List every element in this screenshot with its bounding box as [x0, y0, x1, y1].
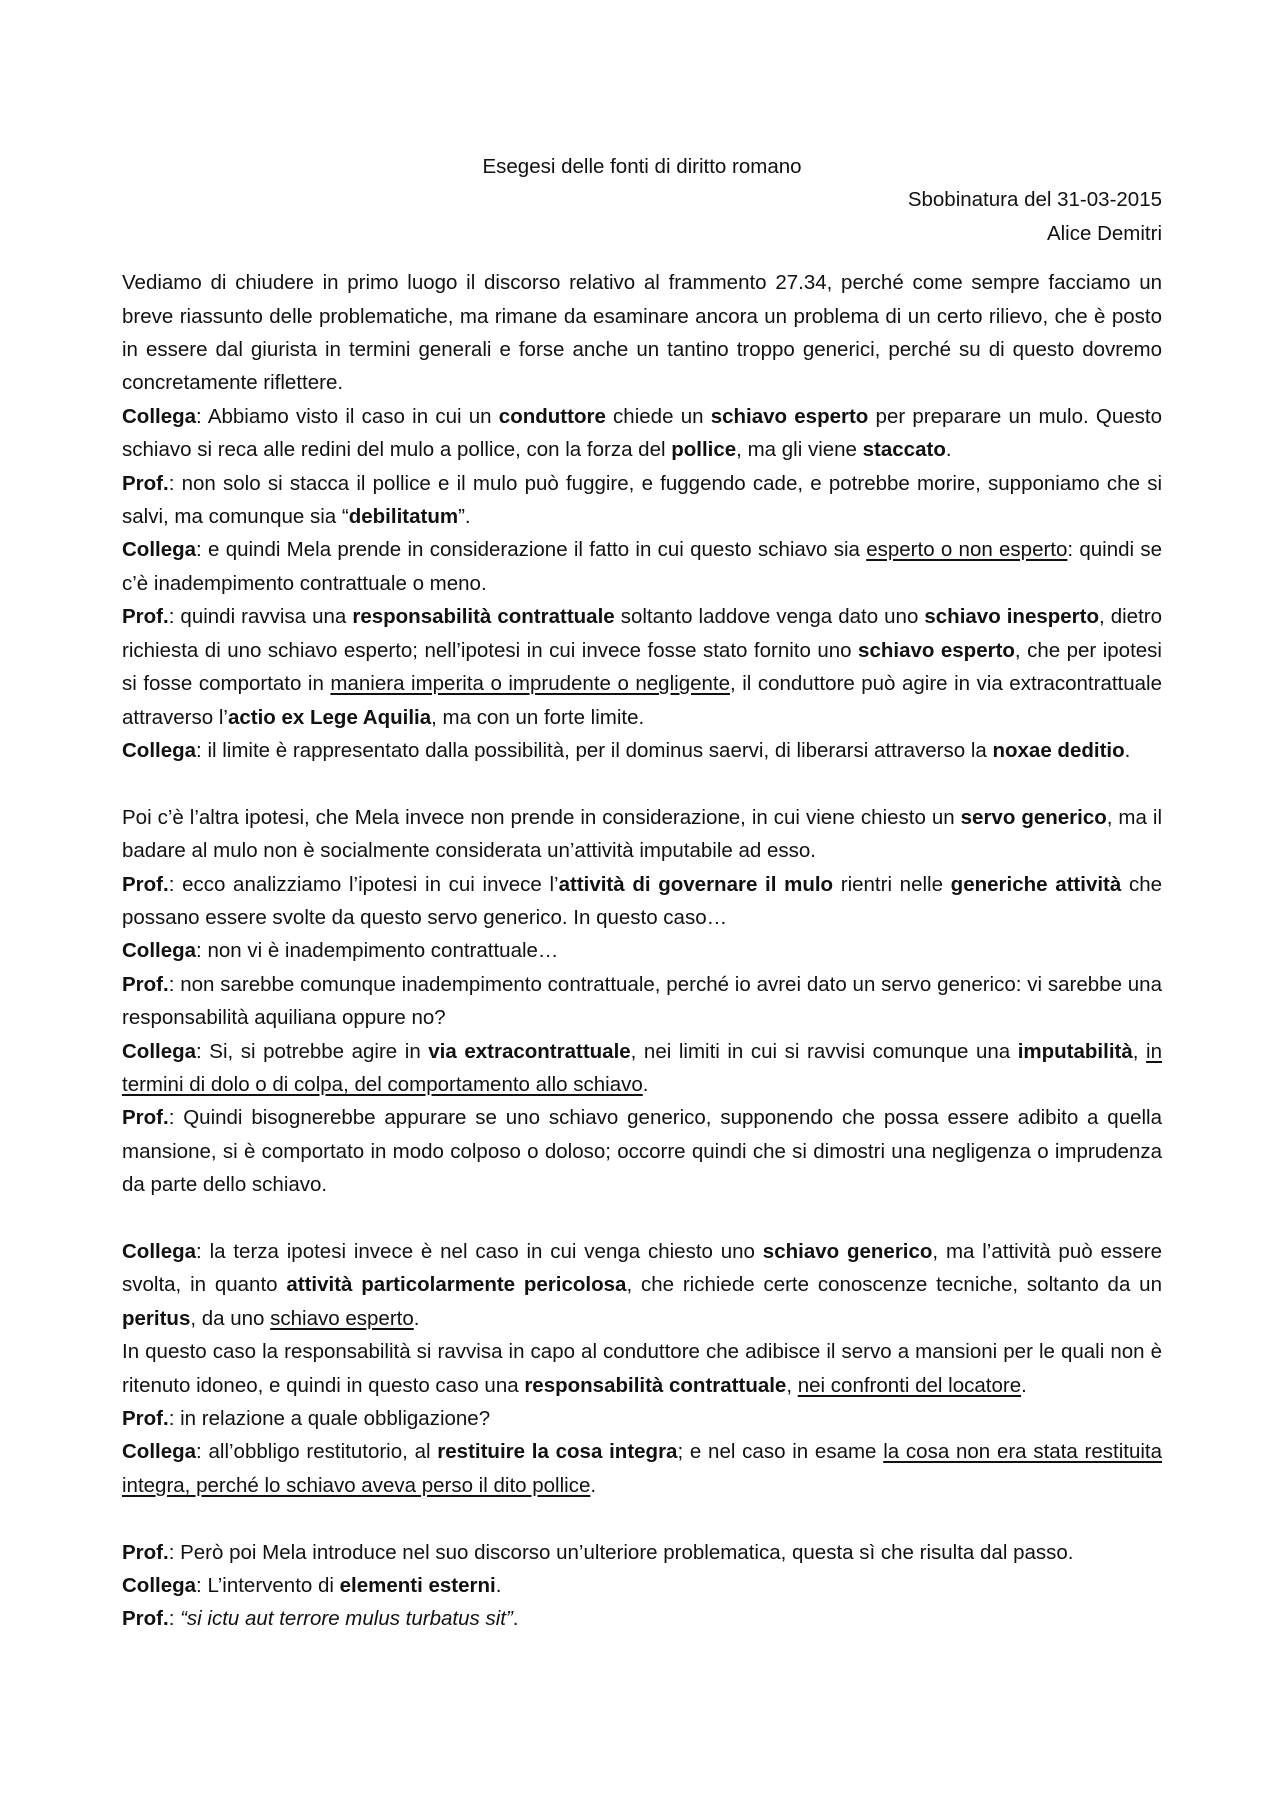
- bold-text: restituire la cosa integra: [437, 1440, 678, 1464]
- text-run: , ma gli viene: [736, 438, 863, 462]
- bold-text: Prof.: [122, 605, 169, 629]
- paragraph: [122, 934, 1162, 967]
- bold-text: Prof.: [122, 1607, 169, 1631]
- text-run: : quindi ravvisa una: [168, 605, 353, 629]
- text-run: soltanto laddove venga dato uno: [614, 605, 925, 629]
- paragraph: [122, 1235, 1162, 1335]
- underlined-text: in termini di dolo o di colpa, del comportamento allo schiavo: [122, 1039, 1162, 1096]
- paragraph: [122, 1335, 1162, 1402]
- text-run: .: [512, 1607, 519, 1631]
- text-run: : Quindi bisognerebbe appurare se uno schiavo generico, supponendo che possa essere adibito a quella mansione, si è comportato in modo colposo o doloso; occorre quindi che si dimostri una negligenza o imprudenza da parte dello schiavo.: [122, 1106, 1162, 1197]
- bold-text: staccato: [862, 438, 946, 462]
- bold-text: pollice: [671, 438, 737, 462]
- document-header: [122, 150, 1162, 250]
- bold-text: Collega: [122, 1239, 197, 1263]
- paragraph: [122, 266, 1162, 400]
- text-run: : il limite è rappresentato dalla possibilità, per il dominus saervi, di liberarsi attraverso la: [196, 738, 993, 762]
- text-run: : non solo si stacca il pollice e il mulo può fuggire, e fuggendo cade, e potrebbe morire, supponiamo che si salvi, ma comunque sia “: [122, 471, 1162, 529]
- paragraph: [122, 1435, 1162, 1502]
- text-run: ,: [786, 1373, 798, 1397]
- text-run: , da uno: [190, 1306, 271, 1330]
- text-run: : Però poi Mela introduce nel suo discorso un’ulteriore problematica, questa sì che risulta dal passo.: [168, 1540, 1074, 1564]
- bold-text: Prof.: [122, 872, 169, 896]
- text-run: , che richiede certe conoscenze tecniche, soltanto da un: [626, 1273, 1162, 1297]
- text-run: rientri nelle: [833, 872, 951, 896]
- text-run: : non sarebbe comunque inadempimento contrattuale, perché io avrei dato un servo generico: vi sarebbe una responsabilità aquiliana oppure no?: [122, 972, 1162, 1030]
- bold-text: schiavo generico: [762, 1239, 933, 1263]
- paragraph-gap: [122, 767, 1162, 800]
- bold-text: actio ex Lege Aquilia: [227, 705, 432, 729]
- text-run: ; e nel caso in esame: [677, 1440, 884, 1464]
- text-run: che possano essere svolte da questo servo generico. In questo caso…: [122, 872, 1163, 929]
- text-run: ”.: [458, 505, 471, 529]
- text-run: : la terza ipotesi invece è nel caso in cui venga chiesto uno: [196, 1239, 763, 1263]
- text-run: : all’obbligo restitutorio, al: [196, 1440, 438, 1464]
- text-run: :: [168, 1607, 181, 1631]
- bold-text: Collega: [122, 1440, 197, 1464]
- paragraph-gap: [122, 1202, 1162, 1235]
- bold-text: schiavo inesperto: [924, 605, 1100, 629]
- text-run: .: [945, 438, 952, 462]
- text-run: , ma l’attività può essere svolta, in quanto: [122, 1239, 1162, 1297]
- underlined-text: la cosa non era stata restituita integra, perché lo schiavo aveva perso il dito pollice: [122, 1440, 1162, 1497]
- text-run: : Si, si potrebbe agire in: [196, 1039, 429, 1063]
- bold-text: Collega: [122, 738, 197, 762]
- bold-text: via extracontrattuale: [428, 1039, 631, 1063]
- paragraph: [122, 1402, 1162, 1435]
- text-run: .: [495, 1574, 502, 1598]
- text-run: .: [642, 1072, 649, 1096]
- paragraph: [122, 1035, 1162, 1102]
- italic-text: “si ictu aut terrore mulus turbatus sit”: [180, 1607, 513, 1631]
- underlined-text: maniera imperita o imprudente o negligente: [330, 672, 730, 696]
- paragraph: [122, 734, 1162, 767]
- text-run: Vediamo di chiudere in primo luogo il discorso relativo al frammento 27.34, perché come sempre facciamo un breve riassunto delle problematiche, ma rimane da esaminare ancora un problema di un certo rilievo, che è posto in essere dal giurista in termini generali e forse anche un tantino troppo generici, perché su di questo dovremo concretamente riflettere.: [122, 271, 1162, 395]
- document-body: [122, 266, 1162, 1636]
- document-subtitle: Sbobinatura del 31-03-2015: [907, 188, 1162, 212]
- text-run: : Abbiamo visto il caso in cui un: [196, 404, 499, 428]
- bold-text: noxae deditio: [992, 738, 1125, 762]
- paragraph: [122, 801, 1162, 868]
- document-author: Alice Demitri: [1046, 221, 1162, 245]
- bold-text: Collega: [122, 1039, 197, 1063]
- bold-text: schiavo esperto: [858, 638, 1015, 662]
- bold-text: Collega: [122, 1574, 197, 1598]
- bold-text: Collega: [122, 538, 197, 562]
- text-run: : non vi è inadempimento contrattuale…: [196, 939, 559, 963]
- bold-text: Prof.: [122, 471, 169, 495]
- bold-text: responsabilità contrattuale: [524, 1373, 787, 1397]
- text-run: chiede un: [605, 404, 711, 428]
- paragraph: [122, 400, 1162, 467]
- paragraph: [122, 600, 1162, 734]
- text-run: per preparare un mulo. Questo schiavo si reca alle redini del mulo a pollice, con la forza del: [122, 404, 1162, 462]
- text-run: , dietro richiesta di uno schiavo esperto; nell’ipotesi in cui invece fosse stato fornito uno: [122, 605, 1163, 662]
- paragraph: [122, 467, 1162, 534]
- text-run: , nei limiti in cui si ravvisi comunque una: [630, 1039, 1018, 1063]
- underlined-text: nei confronti del locatore: [797, 1373, 1022, 1397]
- bold-text: peritus: [122, 1306, 191, 1330]
- document-title: Esegesi delle fonti di diritto romano: [482, 155, 802, 178]
- bold-text: conduttore: [498, 404, 606, 428]
- bold-text: Collega: [122, 404, 197, 428]
- paragraph: [122, 968, 1162, 1035]
- bold-text: Prof.: [122, 1540, 169, 1564]
- text-run: .: [590, 1473, 597, 1497]
- text-run: .: [413, 1306, 420, 1330]
- text-run: : e quindi Mela prende in considerazione il fatto in cui questo schiavo sia: [196, 538, 867, 562]
- text-run: , ma il badare al mulo non è socialmente considerata un’attività imputabile ad esso.: [122, 805, 1162, 863]
- bold-text: imputabilità: [1017, 1039, 1133, 1063]
- paragraph: [122, 1101, 1162, 1201]
- text-run: .: [1124, 738, 1131, 762]
- bold-text: Prof.: [122, 1407, 169, 1430]
- bold-text: responsabilità contrattuale: [352, 605, 615, 629]
- paragraph: [122, 868, 1162, 935]
- paragraph: [122, 1536, 1162, 1569]
- paragraph: [122, 1569, 1162, 1602]
- text-run: , il conduttore può agire in via extracontrattuale attraverso l’: [122, 672, 1162, 729]
- paragraph: [122, 533, 1162, 600]
- underlined-text: esperto o non esperto: [866, 538, 1068, 562]
- text-run: .: [1021, 1373, 1027, 1397]
- bold-text: schiavo esperto: [710, 404, 869, 428]
- text-run: Poi c’è l’altra ipotesi, che Mela invece non prende in considerazione, in cui viene chiesto un: [122, 805, 961, 829]
- bold-text: elementi esterni: [339, 1574, 496, 1598]
- bold-text: servo generico: [960, 805, 1107, 829]
- text-run: , ma con un forte limite.: [431, 705, 645, 729]
- bold-text: attività particolarmente pericolosa: [286, 1273, 627, 1297]
- text-run: , che per ipotesi si fosse comportato in: [122, 638, 1162, 696]
- text-run: : L’intervento di: [196, 1574, 340, 1598]
- text-run: : in relazione a quale obbligazione?: [168, 1407, 491, 1430]
- text-run: : quindi se c’è inadempimento contrattuale o meno.: [122, 538, 1163, 595]
- bold-text: Collega: [122, 939, 197, 963]
- bold-text: Prof.: [122, 972, 169, 996]
- text-run: In questo caso la responsabilità si ravvisa in capo al conduttore che adibisce il servo a mansioni per le quali non è ritenuto idoneo, e quindi in questo caso una: [122, 1340, 1162, 1397]
- bold-text: debilitatum: [348, 505, 459, 529]
- paragraph: [122, 1602, 1162, 1635]
- text-run: : ecco analizziamo l’ipotesi in cui invece l’: [168, 872, 559, 896]
- paragraph-gap: [122, 1502, 1162, 1535]
- text-run: ,: [1132, 1039, 1147, 1063]
- bold-text: Prof.: [122, 1106, 169, 1130]
- bold-text: generiche attività: [950, 872, 1122, 896]
- bold-text: attività di governare il mulo: [558, 872, 834, 896]
- underlined-text: schiavo esperto: [270, 1306, 414, 1330]
